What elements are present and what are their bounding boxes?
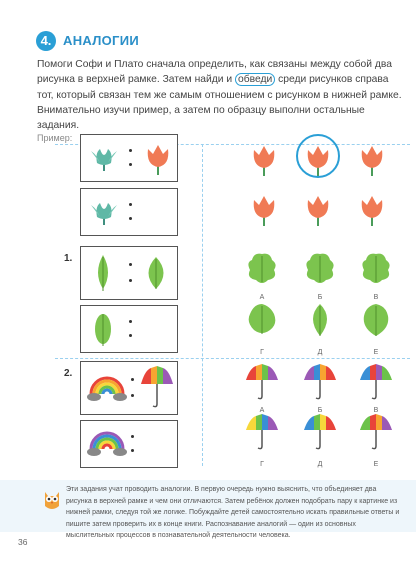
example-bottom-frame [80,188,178,236]
section-number-badge: 4. [36,31,56,51]
oval-leaf-icon [93,312,113,348]
tulip-option[interactable] [254,196,275,226]
dot [129,203,132,206]
tulip-icon [145,141,171,177]
dot [129,163,132,166]
example-answer-options [225,134,415,234]
parent-note: Эти задания учат проводить аналогии. В первую очередь нужно выяснить, что объединяет два рисунка в верхней рамке и чем они отличаются. Затем ребёнок должен подобрать пару к картинке из нижней рамки, следуя той же логике. Побуждайте детей самостоятельно искать правильные ответы и пишите затем проверить их в конце книги. Распознавание аналогий — один из основных мыслительных процессов в познавательной деятельности человека. [66,486,400,540]
task2-top-frame [80,361,178,415]
option-letter: Д [317,349,323,356]
option-letter: А [259,407,265,414]
tulip-option[interactable] [308,196,329,226]
option-letter: В [373,407,379,414]
owl-icon [42,488,62,512]
rainbow-icon [87,427,127,461]
example-label: Пример: [37,133,73,143]
teal-flower-icon [89,197,119,227]
task1-top-frame [80,246,178,300]
umbrella-icon [139,366,175,410]
option-letter: А [259,294,265,301]
dot [131,394,134,397]
circled-word: обведи [235,73,275,86]
dot [129,279,132,282]
umbrella-option[interactable] [304,364,336,399]
leaf-option[interactable] [364,304,389,336]
task2-bottom-frame [80,420,178,468]
option-letter: Г [260,349,264,356]
section-title: АНАЛОГИИ [63,33,140,48]
rainbow-icon [87,372,127,406]
umbrella-option[interactable] [304,414,336,449]
page-number: 36 [18,537,28,547]
dot [129,217,132,220]
instructions-part2: среди рисунков справа тот, который связан тем же самым отношением с рисунком в нижней рамке. Внимательно изучи пример, а затем по образцу выполни остальные задания. [37,74,402,132]
task-number: 2. [64,368,73,379]
leaf-option[interactable] [362,254,389,283]
umbrella-option[interactable] [246,364,278,399]
tulip-option[interactable] [362,146,383,176]
dot [129,149,132,152]
guide-line [202,144,203,466]
option-letter: В [373,294,379,301]
dot [131,449,134,452]
leaf-option[interactable] [313,304,327,336]
teal-flower-icon [89,143,119,173]
option-letter: Б [317,407,323,414]
instructions-part1: Помоги Софи и Плато сначала определить, как связаны между собой два рисунка в верхней рамке. Затем найди и [37,59,392,86]
tulip-option[interactable] [308,146,329,176]
option-letter: Д [317,461,323,468]
leaf-option[interactable] [249,304,276,334]
option-letter: Г [260,461,264,468]
task-number: 1. [64,253,73,264]
dot [131,435,134,438]
dot [129,320,132,323]
leaf-option[interactable] [306,254,333,283]
guide-line [55,358,410,359]
option-letter: Е [373,349,379,356]
dot [129,334,132,337]
umbrella-option[interactable] [360,364,392,399]
tulip-option[interactable] [362,196,383,226]
wide-leaf-icon [141,255,171,291]
tulip-option[interactable] [254,146,275,176]
dot [131,378,134,381]
umbrella-option[interactable] [246,414,278,449]
umbrella-option[interactable] [360,414,392,449]
dot [129,263,132,266]
task1-bottom-frame [80,305,178,353]
option-letter: Е [373,461,379,468]
leaf-icon [93,253,113,293]
option-letter: Б [317,294,323,301]
example-top-frame [80,134,178,182]
instructions-text [37,57,407,133]
leaf-option[interactable] [248,254,275,283]
